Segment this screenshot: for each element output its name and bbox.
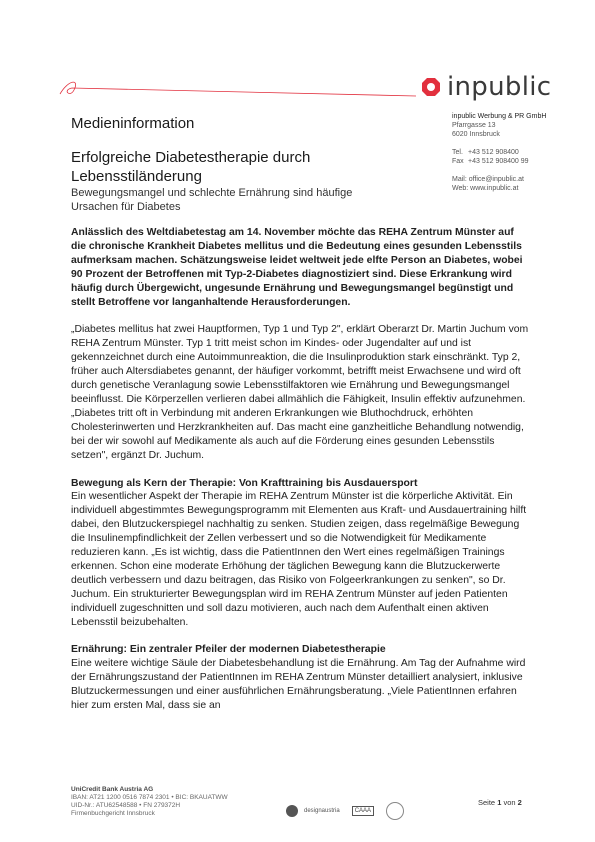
street: Pfarrgasse 13 (452, 122, 496, 129)
document-subtitle: Bewegungsmangel und schlechte Ernährung sind häufige Ursachen für Diabetes (71, 187, 353, 213)
contact-block (452, 112, 546, 193)
tel-number: +43 512 908400 (468, 149, 519, 156)
iban: IBAN: AT21 1200 0516 7874 2301 • BIC: BKAUATWW (71, 794, 228, 801)
page-of: von (503, 798, 516, 807)
document-body (71, 226, 531, 713)
document-title: Erfolgreiche Diabetestherapie durch Lebensstiländerung (71, 149, 311, 185)
fax-label: Fax (452, 158, 464, 165)
fax-number: +43 512 908400 99 (468, 158, 529, 165)
subheading-2: Ernährung: Ein zentraler Pfeiler der modernen Diabetestherapie (71, 644, 386, 656)
web-link[interactable]: Web: www.inpublic.at (452, 185, 519, 192)
seal-icon (386, 802, 404, 820)
city: 6020 Innsbruck (452, 131, 500, 138)
paragraph-1: „Diabetes mellitus hat zwei Hauptformen, Typ 1 und Typ 2", erklärt Oberarzt Dr. Martin Juchum vom REHA Zentrum Münster. Typ 1 tritt meist schon im Kindes- oder Jugendalter auf und ist gekennzeichnet durch eine Autoimmunreaktion, die die Insulinproduktion stark einschränkt. Typ 2, früher auch Altersdiabetes genannt, der häufiger vorkommt, betrifft meist Erwachsene und wird oft durch genetische Veranlagung sowie Lebensstilfaktoren wie Ernährung und Bewegungsmangel beeinflusst. Die Körperzellen verlieren dabei allmählich die Fähigkeit, Insulin effektiv aufzunehmen. „Diabetes tritt oft in Verbindung mit anderen Erkrankungen wie Bluthochdruck, erhöhten Cholesterinwerten und Herzkrankheiten auf. Das macht eine ganzheitliche Behandlung notwendig, bei der wir sowohl auf Medikamente als auch auf die Förderung eines gesunden Lebensstils setzen", ergänzt Dr. Juchum. (71, 324, 529, 461)
page-heading: Medieninformation (71, 115, 195, 132)
mail-link[interactable]: Mail: office@inpublic.at (452, 176, 524, 183)
subheading-1: Bewegung als Kern der Therapie: Von Krafttraining bis Ausdauersport (71, 477, 418, 489)
brand-logo (421, 72, 551, 102)
company-name: inpublic Werbung & PR GmbH (452, 113, 547, 120)
inpublic-logo-icon (421, 77, 441, 97)
uid: UID-Nr.: ATU62548588 • FN 279372H (71, 802, 181, 809)
lead-paragraph: Anlässlich des Weltdiabetestag am 14. November möchte das REHA Zentrum Münster auf die chronische Krankheit Diabetes mellitus und die Bedeutung eines gesunden Lebensstils aufmerksam machen. Schätzungsweise leidet weltweit jede elfte Person an Diabetes, wobei 90 Prozent der Betroffenen mit Typ-2-Diabetes diagnostiziert sind. Diese Erkrankung wird häufig durch Übergewicht, ungesunde Ernährung und Bewegungsmangel begünstigt und stellt Betroffene vor langanhaltende Herausforderungen. (71, 227, 523, 308)
designaustria-logo: designaustria (304, 808, 340, 814)
bank-name: UniCredit Bank Austria AG (71, 786, 154, 793)
page-total: 2 (517, 798, 522, 807)
footer-logos (286, 802, 404, 820)
page-current: 1 (497, 798, 502, 807)
brand-name: inpublic (447, 72, 552, 102)
paragraph-2: Ein wesentlicher Aspekt der Therapie im REHA Zentrum Münster ist die körperliche Aktivität. Ein individuell abgestimmtes Bewegungsprogramm mit Elementen aus Kraft- und Ausdauertraining hilft dabei, den Blutzuckerspiegel nachhaltig zu senken. Studien zeigen, dass regelmäßige Bewegung die Insulinempfindlichkeit der Zellen verbessert und so die Notwendigkeit für Medikamente reduzieren kann. „Es ist wichtig, dass die PatientInnen den Wert eines regelmäßigen Trainings erkennen. Schon eine moderate Erhöhung der täglichen Bewegung kann die Blutzuckerwerte deutlich verbessern und dazu beitragen, das Risiko von Folgeerkrankungen zu senken", so Dr. Juchum. Ein strukturierter Bewegungsplan wird im REHA Zentrum Münster auf jeden Patienten individuell zugeschnitten und soll dazu motivieren, auch nach dem Aufenthalt einen aktiven Lebensstil beizubehalten. (71, 491, 527, 628)
footer-bank-info (71, 786, 228, 818)
paragraph-3: Eine weitere wichtige Säule der Diabetesbehandlung ist die Ernährung. Am Tag der Aufnahme wird der Ernährungszustand der PatientInnen im REHA Zentrum Münster detailliert analysiert, inklusive Blutzuckermessungen und einer ausführlichen Ernährungsberatung. „Viele PatientInnen erfahren hier zum ersten Mal, dass sie an (71, 658, 526, 712)
page-number (478, 798, 522, 807)
caaa-logo: CAAA (352, 806, 374, 816)
court: Firmenbuchgericht Innsbruck (71, 810, 155, 817)
page-label: Seite (478, 798, 496, 807)
decorative-red-line (58, 76, 418, 98)
designaustria-circle-icon (286, 805, 298, 817)
tel-label: Tel. (452, 149, 463, 156)
